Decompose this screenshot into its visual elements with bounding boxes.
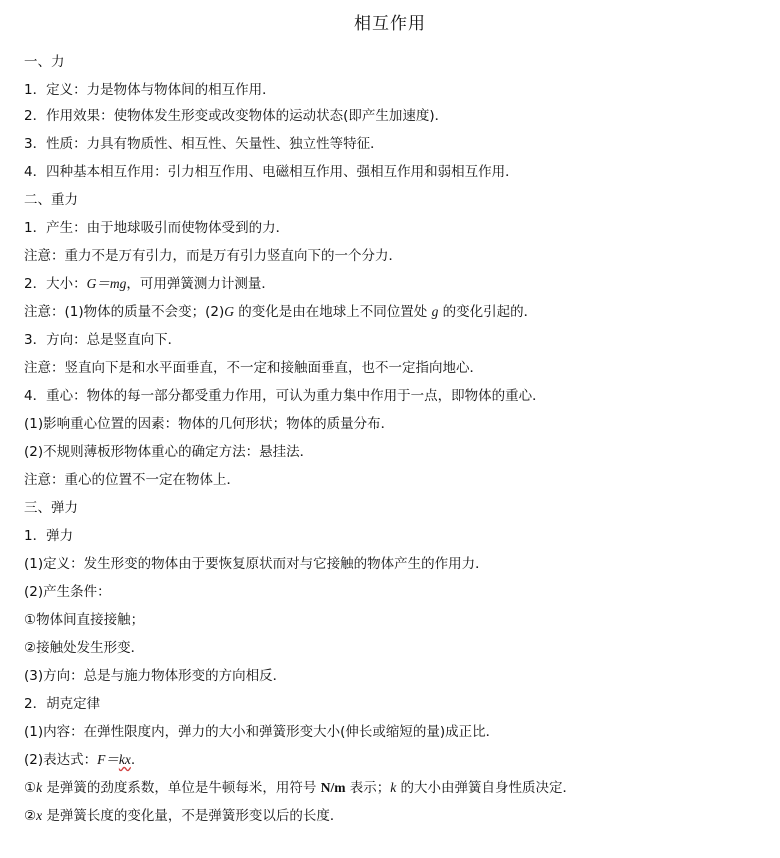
note2-symbol-G: G — [224, 304, 234, 319]
four-interactions-line: 4．四种基本相互作用：引力相互作用、电磁相互作用、强相互作用和弱相互作用． — [24, 164, 519, 180]
x-symbol: x — [36, 808, 43, 823]
k-text-b: 是弹簧的劲度系数，单位是牛顿每米，用符号 — [42, 780, 321, 796]
k-symbol: k — [36, 780, 43, 795]
force-definition-line: 1．定义：力是物体与物体间的相互作用． — [24, 82, 276, 98]
elastic-definition-line: (1)定义：发生形变的物体由于要恢复原状而对与它接触的物体产生的作用力． — [24, 556, 489, 572]
note2-symbol-g: g — [431, 304, 439, 319]
hooke-formula-F: F＝ — [97, 752, 119, 767]
elastic-direction-line: (3)方向：总是与施力物体形变的方向相反． — [24, 668, 287, 684]
gravity-note-3: 注意：竖直向下是和水平面垂直，不一定和接触面垂直，也不一定指向地心． — [24, 360, 483, 376]
x-explanation-line — [24, 806, 343, 826]
section-heading-force: 一、力 — [24, 54, 65, 70]
gravity-formula: G＝mg — [86, 276, 127, 291]
k-explanation-line — [24, 778, 576, 798]
gravity-origin-line: 1．产生：由于地球吸引而使物体受到的力． — [24, 220, 290, 236]
k-symbol-2: k — [390, 780, 397, 795]
gravity-note-4: 注意：重心的位置不一定在物体上． — [24, 472, 240, 488]
gravity-note-1: 注意：重力不是万有引力，而是万有引力竖直向下的一个分力． — [24, 248, 402, 264]
hooke-subheading: 2．胡克定律 — [24, 696, 101, 712]
k-text-c: 表示； — [345, 780, 391, 796]
note2-part-c: 的变化引起的． — [438, 304, 538, 320]
gravity-magnitude-label: 2．大小： — [24, 276, 87, 292]
gravity-magnitude-line — [24, 274, 275, 294]
note2-part-b: 的变化是由在地球上不同位置处 — [234, 304, 432, 320]
note2-part-a: 注意：(1)物体的质量不会变；(2) — [24, 304, 225, 320]
hooke-expression-end: . — [130, 752, 136, 768]
section-heading-gravity: 二、重力 — [24, 192, 78, 208]
hooke-content-line: (1)内容：在弹性限度内，弹力的大小和弹簧形变大小(伸长或缩短的量)成正比． — [24, 724, 500, 740]
center-of-gravity-line: 4．重心：物体的每一部分都受重力作用，可认为重力集中作用于一点，即物体的重心． — [24, 388, 546, 404]
center-factors-line: (1)影响重心位置的因素：物体的几何形状；物体的质量分布． — [24, 416, 395, 432]
elastic-subheading: 1．弹力 — [24, 528, 74, 544]
k-unit: N/m — [320, 780, 346, 795]
x-circle-2: ② — [24, 808, 37, 824]
gravity-direction-line: 3．方向：总是竖直向下． — [24, 332, 182, 348]
x-text-b: 是弹簧长度的变化量，不是弹簧形变以后的长度． — [42, 808, 344, 824]
gravity-magnitude-rest: ，可用弹簧测力计测量． — [126, 276, 275, 292]
k-text-d: 的大小由弹簧自身性质决定． — [396, 780, 577, 796]
section-heading-elastic: 三、弹力 — [24, 500, 78, 516]
force-effect-line: 2．作用效果：使物体发生形变或改变物体的运动状态(即产生加速度)． — [24, 108, 449, 124]
condition-1-line: ①物体间直接接触； — [24, 612, 145, 628]
hooke-expression-label: (2)表达式： — [24, 752, 98, 768]
gravity-note-2 — [24, 302, 537, 322]
condition-2-line: ②接触处发生形变． — [24, 640, 145, 656]
elastic-conditions-line: (2)产生条件： — [24, 584, 111, 600]
hooke-expression-line — [24, 750, 135, 770]
page-title: 相互作用 — [354, 14, 426, 34]
center-method-line: (2)不规则薄板形物体重心的确定方法：悬挂法． — [24, 444, 314, 460]
force-property-line: 3．性质：力具有物质性、相互性、矢量性、独立性等特征． — [24, 136, 384, 152]
k-circle-1: ① — [24, 780, 37, 796]
hooke-formula-kx: kx — [118, 752, 131, 767]
